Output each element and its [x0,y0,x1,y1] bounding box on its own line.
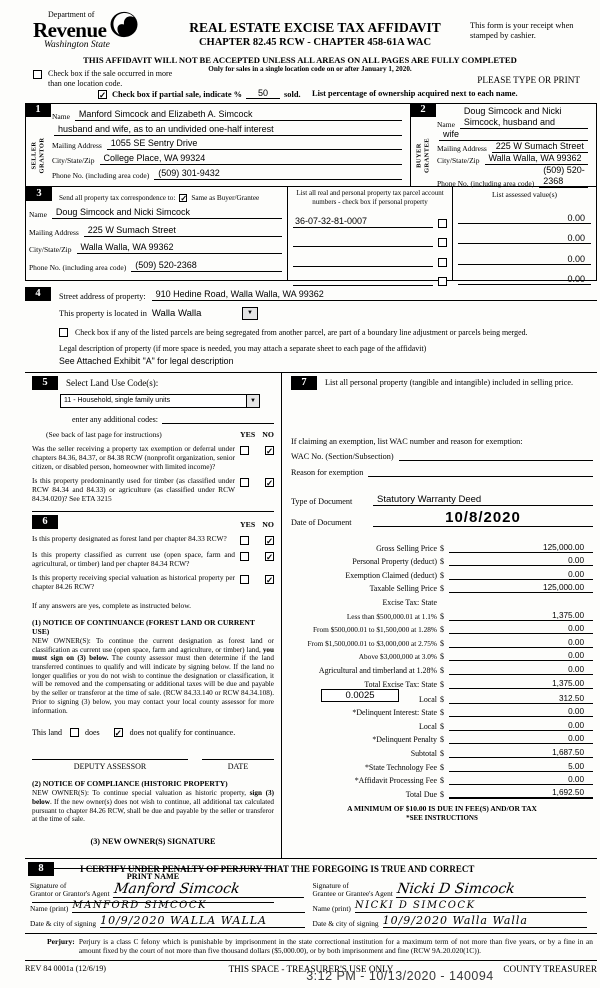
checkmark-icon: ✓ [99,90,107,100]
legal-description-value[interactable]: See Attached Exhibit "A" for legal description [59,356,234,366]
dollar-sign: $ [440,638,444,648]
print-name-label: PRINT NAME [126,872,180,882]
same-as-buyer-checkbox[interactable] [179,194,187,202]
perjury-text: Perjury is a class C felony which is punishable by imprisonment in the state correctional institution for a maximum term of not more than five years, or by a fine in an amount fixed by the court of not more than five thousand dollars ($5,000.00), or by both imprisonment and fine (RCW 9A.20.020(1C)). [78,937,593,955]
seller-sidebar [26,104,50,186]
timber-no-checkbox[interactable] [265,478,274,487]
buyer-name-field[interactable]: Doug Simcock and Nicki Simcock, husband and [460,106,588,129]
exemption-question-row [32,445,274,471]
fee-row-delinquent-interest-state: *Delinquent Interest: State $ 0.00 [291,704,593,718]
fee-row-agricultural: Agricultural and timberland at 1.28% $ 0.00 [291,661,593,675]
tier4-tax-field[interactable]: 0.00 [449,651,593,661]
title-block [150,20,480,48]
agricultural-tax-field[interactable]: 0.00 [449,665,593,675]
revenue-swirl-icon [109,11,139,43]
timber-yes-checkbox[interactable] [240,478,249,487]
historic-question-row [32,574,274,592]
fee-row-delinquent-interest-local: Local $ 0.00 [291,717,593,731]
timber-question: Is this property predominantly used for timber (as classified under RCW 84.34 and 84.33) or agriculture (as classified under RCW 84.34.020)? See ETA 3215 [32,476,235,503]
please-type-note: PLEASE TYPE OR PRINT [477,75,580,85]
personal-property-title: List all personal property (tangible and intangible) included in selling price. [325,378,574,387]
dollar-sign: $ [440,694,444,704]
section-8-badge: 8 [28,862,54,876]
checkmark-icon: ✓ [114,728,122,739]
buyer-phone-field[interactable]: (509) 520-2368 [539,165,588,188]
fee-table [291,539,593,799]
fee-row-local: 0.0025 Local $ 312.50 [291,689,593,704]
dollar-sign: $ [440,652,444,662]
segregated-checkbox[interactable] [59,328,68,337]
delinquent-interest-local-field[interactable]: 0.00 [449,721,593,731]
corr-mailing-label: Mailing Address [29,227,79,237]
buyer-name-field-line2[interactable]: wife [439,129,588,141]
single-location-note: Only for sales in a single location code on or after January 1, 2020. [208,65,412,73]
reason-field[interactable] [368,467,593,477]
seller-phone-field[interactable]: (509) 301-9432 [154,168,402,180]
checkmark-icon: ✓ [266,478,274,489]
exemption-note: If claiming an exemption, list WAC number and reason for exemption: [291,437,523,446]
seller-mailing-field[interactable]: 1055 SE Sentry Drive [107,138,402,150]
buyer-section [411,104,596,186]
partial-sale-checkbox[interactable] [98,90,107,99]
grantee-date-city-label: Date & city of signing [312,918,379,928]
dropdown-arrow-icon: ▼ [250,398,256,404]
partial-sale-row [98,88,301,99]
section-7-badge: 7 [291,376,317,390]
corr-city-label: City/State/Zip [29,245,72,254]
tier3-tax-field[interactable]: 0.00 [449,638,593,648]
parcel-number-field[interactable] [293,257,433,267]
current-use-question: Is this property classified as current use (open space, farm and agricultural, or timber) land per chapter 84.34 RCW? [32,549,235,568]
receipt-note: This form is your receipt when stamped by cashier. [470,21,574,40]
perjury-label: Perjury: [47,937,75,946]
section-4-badge: 4 [25,287,51,301]
selling-price-column [282,373,597,858]
dropdown-arrow-icon: ▼ [246,310,253,316]
dollar-sign: $ [440,584,444,594]
legal-description-label: Legal description of property (if more space is needed, you may attach a separate sheet to each page of the affidavit) [59,344,427,353]
corr-phone-label: Phone No. (including area code) [29,262,127,272]
dollar-sign: $ [440,611,444,621]
section-3-badge: 3 [26,187,52,201]
historic-yes-checkbox[interactable] [240,575,249,584]
notice-continuance-heading: (1) NOTICE OF CONTINUANCE (FOREST LAND OR CURRENT USE) [32,617,255,636]
fee-row-tier1: Less than $500,000.01 at 1.1% $ 1,375.00 [291,607,593,621]
dollar-sign: $ [440,762,444,772]
seller-buyer-box [25,103,597,187]
yes-no-header: YES NO [240,430,274,439]
fee-row-processing-fee: *Affidavit Processing Fee $ 0.00 [291,772,593,786]
reason-label: Reason for exemption [291,468,364,477]
assessor-date-line[interactable] [202,759,274,760]
same-as-buyer-label: Same as Buyer/Grantee [191,193,260,202]
checkmark-icon: ✓ [180,193,188,203]
partial-sale-label: Check box if partial sale, indicate % [112,90,243,99]
located-in-label: This property is located in [59,309,147,318]
property-address-section [25,281,597,372]
notice-continuance-paragraph: NEW OWNER(S): To continue the current designation as forest land or classification as current use (open space, farm and agriculture, or timber) land, you must sign on (3) below. The county assessor must then determine if the land transferred continues to qualify and will indicate by signing below. If the land no longer qualifies or you do not wish to continue the designation or classification, it will be removed and the compensating or additional taxes will be due and payable by the seller or transferor at the time of sale. (RCW 84.33.140 or RCW 84.34.108). Prior to signing (3) below, you may contact your local county assessor for more information. [32,636,274,715]
correspondence-section [25,187,597,284]
local-rate-box[interactable]: 0.0025 [321,689,399,702]
acceptance-notice: THIS AFFIDAVIT WILL NOT BE ACCEPTED UNLESS ALL AREAS ON ALL PAGES ARE FULLY COMPLETED [83,55,517,65]
doc-date-field[interactable]: 10/8/2020 [373,509,593,527]
notice-compliance-heading: (2) NOTICE OF COMPLIANCE (HISTORIC PROPERTY) [32,779,228,789]
dollar-sign: $ [440,789,444,799]
land-use-dropdown[interactable] [60,394,260,408]
send-correspondence-label: Send all property tax correspondence to: [59,193,176,202]
buyer-city-field[interactable]: Walla Walla, WA 99362 [485,153,589,165]
multi-location-row [33,69,213,88]
fee-row-tier2: From $500,000.01 to $1,500,000 at 1.28% $ 0.00 [291,621,593,635]
certify-statement: I CERTIFY UNDER PENALTY OF PERJURY THAT THE FOREGOING IS TRUE AND CORRECT [80,863,475,874]
additional-codes-label: enter any additional codes: [72,415,158,424]
buyer-sidebar [411,104,435,186]
total-due-field[interactable]: 1,692.50 [449,788,593,799]
grantor-signature-block [28,881,311,931]
wac-label: WAC No. (Section/Subsection) [291,452,394,461]
deputy-assessor-signature-line[interactable] [32,759,188,760]
dor-logo [33,10,139,50]
section-5-badge: 5 [32,376,58,390]
personal-property-checkbox[interactable] [438,219,447,228]
county-dropdown-button[interactable] [242,307,258,320]
fee-row-total-state: Total Excise Tax: State $ 1,375.00 [291,675,593,689]
forest-question-row [32,535,274,545]
technology-fee-field[interactable]: 5.00 [449,762,593,772]
parcel-header: List all real and personal property tax parcel account numbers - check box if personal property [296,189,444,206]
delinquent-penalty-field[interactable]: 0.00 [449,734,593,744]
current-use-no-checkbox[interactable] [265,552,274,561]
section-2-badge: 2 [410,103,436,117]
see-back-note: (See back of last page for instructions) [46,430,162,439]
local-tax-field[interactable]: 312.50 [449,694,593,704]
section-6-badge: 6 [32,515,58,529]
fee-row-gross: Gross Selling Price $ 125,000.00 [291,539,593,553]
forest-question: Is this property designated as forest land per chapter 84.33 RCW? [32,533,227,543]
assessed-value-field[interactable]: 0.00 [458,254,591,265]
multi-location-checkbox[interactable] [33,70,42,79]
dollar-sign: $ [440,543,444,553]
seller-city-field[interactable]: College Place, WA 99324 [100,153,403,165]
dollar-sign: $ [440,557,444,567]
doc-type-field[interactable]: Statutory Warranty Deed [373,494,593,506]
this-land-label: This land [32,728,62,738]
exemption-claimed-field[interactable]: 0.00 [449,570,593,580]
additional-codes-field[interactable] [162,414,274,424]
grantee-date-city-field[interactable]: 10/9/2020 Walla Walla [383,914,587,928]
processing-fee-field[interactable]: 0.00 [449,775,593,785]
new-owner-signature-heading: (3) NEW OWNER(S) SIGNATURE [90,837,216,847]
ownership-note: List percentage of ownership acquired next to each name. [312,89,518,98]
wac-field[interactable] [399,451,593,461]
land-use-section [32,376,274,512]
dollar-sign: $ [440,679,444,689]
grantee-sig-label: Signature of Grantee or Grantee's Agent [312,881,393,899]
seller-mailing-label: Mailing Address [52,141,102,151]
dollar-sign: $ [440,625,444,635]
buyer-mailing-label: Mailing Address [437,144,487,153]
form-revision-number: REV 84 0001a (12/6/19) [25,964,107,973]
dollar-sign: $ [440,748,444,758]
seller-city-label: City/State/Zip [52,156,95,166]
current-use-yes-checkbox[interactable] [240,552,249,561]
correspondence-column [26,187,288,280]
does-not-qualify-checkbox[interactable] [114,728,123,737]
minimum-due-note: A MINIMUM OF $10.00 IS DUE IN FEE(S) AND/OR TAX [347,803,537,813]
gross-selling-price-field[interactable]: 125,000.00 [449,543,593,553]
corr-name-field[interactable]: Doug Simcock and Nicki Simcock [52,207,282,219]
partial-sale-suffix: sold. [284,90,301,99]
treasurer-space-label: THIS SPACE - TREASURER'S USE ONLY [228,964,394,974]
assessed-value-field[interactable]: 0.00 [458,233,591,244]
grantor-sig-label: Signature of Grantor or Grantor's Agent [30,881,110,899]
checkmark-icon: ✓ [266,535,274,546]
personal-property-deduct-field[interactable]: 0.00 [449,556,593,566]
form-body [25,103,597,974]
buyer-name-label: Name [437,120,455,129]
checkmark-icon: ✓ [266,551,274,562]
assessed-value-field[interactable]: 0.00 [458,213,591,224]
yes-no-header: YES NO [240,519,274,529]
grantor-signature-field[interactable]: Manford Simcock [112,882,305,898]
historic-no-checkbox[interactable] [265,575,274,584]
historic-question: Is this property receiving special valuation as historical property per chapter 84.26 RCW? [32,573,235,592]
current-use-question-row [32,551,274,569]
dollar-sign: $ [440,665,444,675]
delinquent-interest-state-field[interactable]: 0.00 [449,707,593,717]
land-use-dropdown-button[interactable] [246,395,259,407]
does-label: does [85,728,100,738]
parcel-number-field[interactable]: 36-07-32-81-0007 [293,216,433,228]
street-address-field[interactable]: 910 Hedine Road, Walla Walla, WA 99362 [152,289,597,301]
tier2-tax-field[interactable]: 0.00 [449,624,593,634]
forest-no-checkbox[interactable] [265,536,274,545]
grantee-signature-block [311,881,594,931]
subtotal-field[interactable]: 1,687.50 [449,748,593,758]
buyer-grantee-label: BUYER GRANTEE [415,138,430,173]
section-1-badge: 1 [25,103,51,117]
buyer-city-label: City/State/Zip [437,156,480,165]
segregated-label: Check box if any of the listed parcels are being segregated from another parcel, are part of a boundary line adjustment or parcels being merged. [75,328,528,337]
dollar-sign: $ [440,776,444,786]
partial-sale-percent-field[interactable]: 50 [246,88,280,99]
corr-phone-field[interactable]: (509) 520-2368 [131,260,282,272]
corr-mailing-field[interactable]: 225 W Sumach Street [84,225,282,237]
does-qualify-checkbox[interactable] [70,728,79,737]
logo-revenue-text: Revenue [33,17,107,42]
land-use-title: Select Land Use Code(s): [66,378,159,388]
personal-property-checkbox[interactable] [438,238,447,247]
deputy-assessor-label: DEPUTY ASSESSOR [73,762,147,772]
personal-property-blank-area[interactable] [291,390,593,437]
grantor-name-print-label: Name (print) [30,903,69,913]
assessor-date-label: DATE [227,762,249,772]
land-use-selected-value: 11 - Household, single family units [64,396,171,404]
street-address-label: Street address of property: [59,292,146,301]
grantor-date-city-field[interactable]: 10/9/2020 WALLA WALLA [100,914,304,928]
parcel-column [288,187,453,280]
dollar-sign: $ [440,570,444,580]
fee-row-exemption-claimed: Exemption Claimed (deduct) $ 0.00 [291,566,593,580]
grantor-name-print-field[interactable]: MANFORD SIMCOCK [72,900,304,913]
grantee-name-print-label: Name (print) [312,903,351,913]
fee-row-taxable: Taxable Selling Price $ 125,000.00 [291,580,593,594]
notice-compliance-paragraph: NEW OWNER(S): To continue special valuation as historic property, sign (3) below. If the new owner(s) does not wish to continue, all additional tax calculated pursuant to chapter 84.26 RCW, shall be due and payable by the seller or transferor at the time of sale. [32,789,274,824]
buyer-phone-label: Phone No. (including area code) [437,179,535,188]
see-instructions-note: *SEE INSTRUCTIONS [406,813,478,822]
fee-row-total-due: Total Due $ 1,692.50 [291,785,593,799]
parcel-number-field[interactable] [293,237,433,247]
fee-row-personal-property: Personal Property (deduct) $ 0.00 [291,553,593,567]
doc-date-label: Date of Document [291,518,352,527]
fee-row-delinquent-penalty: *Delinquent Penalty $ 0.00 [291,731,593,745]
assessed-header: List assessed value(s) [492,190,557,199]
seller-grantor-label: SELLER GRANTOR [30,137,45,174]
personal-property-checkbox[interactable] [438,258,447,267]
fee-row-excise-header: Excise Tax: State [382,597,437,607]
assessed-column [453,187,596,284]
form-subtitle: CHAPTER 82.45 RCW - CHAPTER 458-61A WAC [198,37,432,48]
fee-row-tier3: From $1,500,000.01 to $3,000,000 at 2.75% $ 0.00 [291,634,593,648]
exemption-question: Was the seller receiving a property tax exemption or deferral under chapters 84.36, 84.37, or 84.38 RCW (nonprofit organization, senior citizen, or disabled person, homeowner with limited income)? [32,444,235,471]
grantee-name-print-field[interactable]: NICKI D SIMCOCK [355,900,587,913]
continuance-section [32,512,274,903]
checkmark-icon: ✓ [266,446,274,456]
exemption-yes-checkbox[interactable] [240,446,249,455]
grantor-date-city-label: Date & city of signing [30,918,97,928]
certification-section [25,858,597,934]
dollar-sign: $ [440,708,444,718]
dollar-sign: $ [440,735,444,745]
fee-row-subtotal: Subtotal $ 1,687.50 [291,744,593,758]
exemption-no-checkbox[interactable] [265,446,274,455]
county-treasurer-label: COUNTY TREASURER [503,964,597,974]
answers-yes-note: If any answers are yes, complete as instructed below. [32,600,192,610]
dollar-sign: $ [440,721,444,731]
logo-dept-text: Department of [48,10,95,19]
logo-state-text: Washington State [44,40,110,50]
assessor-sign-row [32,759,274,771]
buyer-mailing-field[interactable]: 225 W Sumach Street [492,141,588,153]
corr-city-field[interactable]: Walla Walla, WA 99362 [77,242,283,254]
taxable-selling-price-field[interactable]: 125,000.00 [449,583,593,593]
corr-name-label: Name [29,210,47,219]
doc-type-label: Type of Document [291,497,353,506]
form-title: REAL ESTATE EXCISE TAX AFFIDAVIT [189,20,441,35]
grantee-signature-field[interactable]: Nicki D Simcock [396,882,588,898]
seller-name-label: Name [52,111,70,121]
does-not-label: does not qualify for continuance. [129,728,236,738]
treasurer-stamp: 3:12 PM - 10/13/2020 - 140094 [306,969,494,983]
multi-location-label: Check box if the sale occurred in more than one location code. [48,69,173,88]
assessed-value-field[interactable]: 0.00 [458,274,591,285]
seller-name-field-line2[interactable]: husband and wife, as to an undivided one-half interest [54,124,402,136]
county-select-value[interactable]: Walla Walla [151,308,202,319]
forest-yes-checkbox[interactable] [240,536,249,545]
tier1-tax-field[interactable]: 1,375.00 [449,611,593,621]
land-qualify-row [32,728,274,737]
fee-row-tier4: Above $3,000,000 at 3.0% $ 0.00 [291,648,593,662]
checkmark-icon: ✓ [266,575,274,586]
total-excise-state-field[interactable]: 1,375.00 [449,679,593,689]
timber-question-row [32,477,274,503]
fee-row-technology-fee: *State Technology Fee $ 5.00 [291,758,593,772]
seller-phone-label: Phone No. (including area code) [52,171,150,181]
seller-section [26,104,411,186]
perjury-notice [25,934,597,960]
seller-name-field[interactable]: Manford Simcock and Elizabeth A. Simcock [75,109,402,121]
